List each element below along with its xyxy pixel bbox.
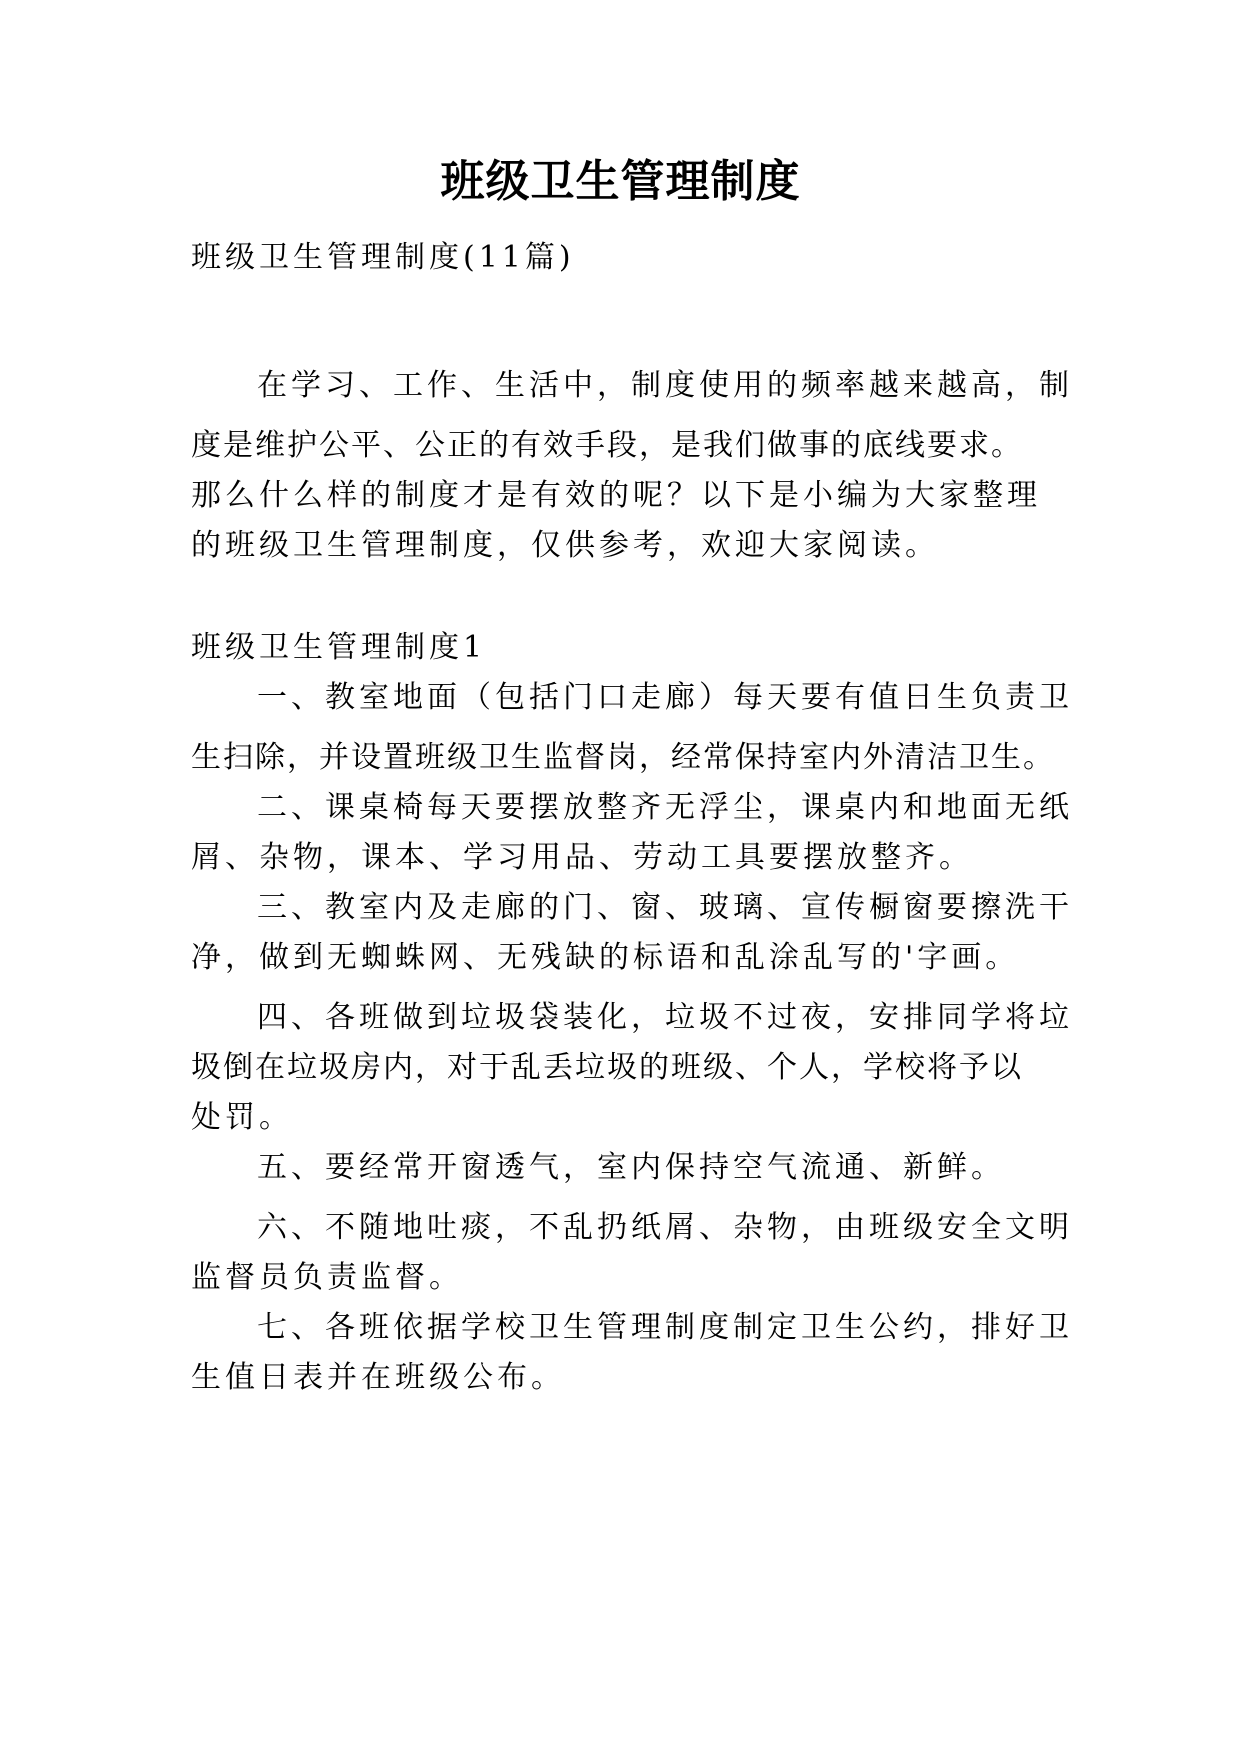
body-line: 处罚。 [191,1100,293,1135]
intro-line: 度是维护公平、公正的有效手段，是我们做事的底线要求。 [191,428,1023,463]
intro-line: 那么什么样的制度才是有效的呢？以下是小编为大家整理 [191,478,1041,513]
body-line: 四、各班做到垃圾袋装化，垃圾不过夜，安排同学将垃 [257,1000,1073,1035]
body-line: 一、教室地面（包括门口走廊）每天要有值日生负责卫 [257,680,1073,715]
body-line: 圾倒在垃圾房内，对于乱丢垃圾的班级、个人，学校将予以 [191,1050,1023,1085]
body-line: 净，做到无蜘蛛网、无残缺的标语和乱涂乱写的'字画。 [191,940,1020,975]
body-line: 生扫除，并设置班级卫生监督岗，经常保持室内外清洁卫生。 [191,740,1055,775]
body-line: 生值日表并在班级公布。 [191,1360,565,1395]
body-line: 屑、杂物，课本、学习用品、劳动工具要摆放整齐。 [191,840,973,875]
body-line: 三、教室内及走廊的门、窗、玻璃、宣传橱窗要擦洗干 [257,890,1073,925]
body-line: 监督员负责监督。 [191,1260,463,1295]
body-line: 六、不随地吐痰，不乱扔纸屑、杂物，由班级安全文明 [257,1210,1073,1245]
document-title: 班级卫生管理制度 [440,156,801,207]
intro-line: 的班级卫生管理制度，仅供参考，欢迎大家阅读。 [191,528,939,563]
document-subtitle: 班级卫生管理制度(11篇) [191,240,575,275]
section-heading: 班级卫生管理制度1 [191,630,487,665]
body-line: 五、要经常开窗透气，室内保持空气流通、新鲜。 [257,1150,1005,1185]
intro-line: 在学习、工作、生活中，制度使用的频率越来越高，制 [257,368,1073,403]
body-line: 二、课桌椅每天要摆放整齐无浮尘，课桌内和地面无纸 [257,790,1073,825]
body-line: 七、各班依据学校卫生管理制度制定卫生公约，排好卫 [257,1310,1073,1345]
